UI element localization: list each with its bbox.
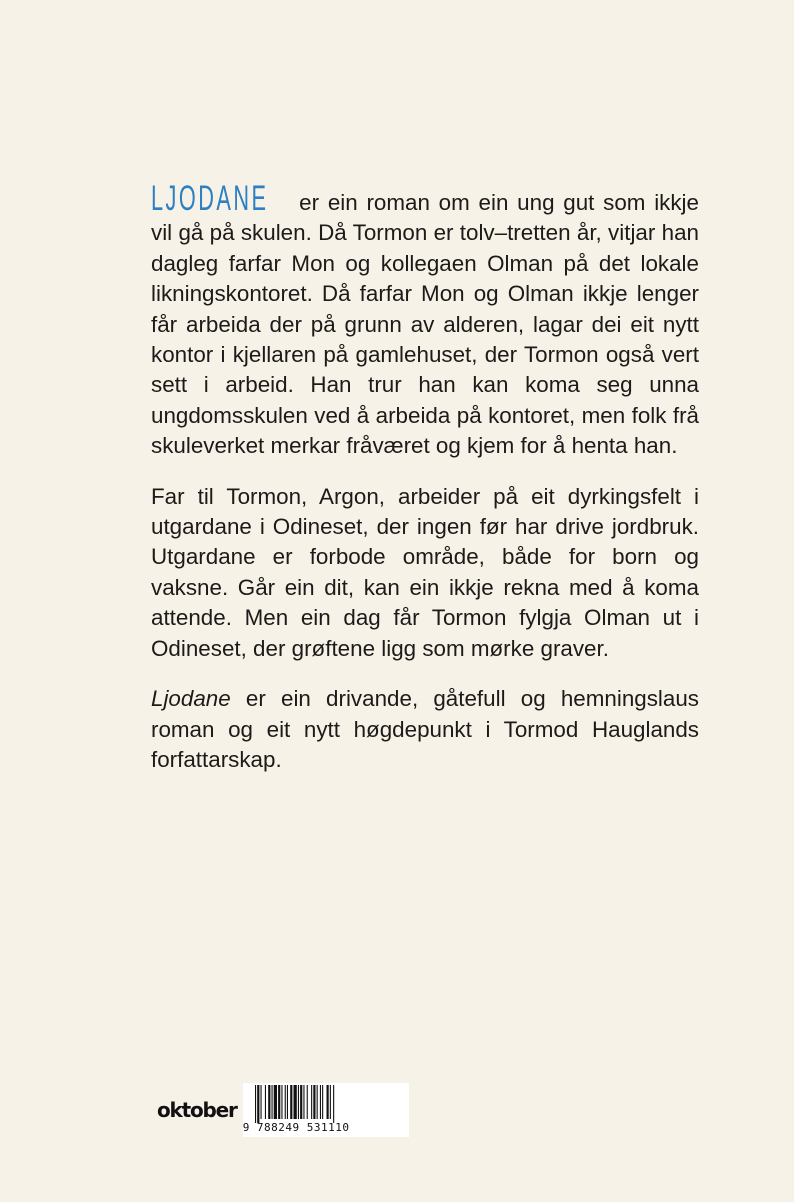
barcode-bar <box>326 1085 328 1119</box>
barcode-bar <box>260 1085 261 1119</box>
barcode-bar <box>265 1085 266 1119</box>
barcode-bar <box>271 1085 272 1119</box>
blurb-paragraph-3-text: er ein drivande, gåtefull og hemningslaus roman og eit nytt høgdepunkt i Tormod Hauglands forfattarskap. <box>151 686 699 772</box>
barcode-bar <box>316 1085 317 1119</box>
barcode-bar <box>320 1085 321 1119</box>
barcode-bars <box>243 1083 409 1123</box>
isbn-barcode <box>243 1083 409 1137</box>
barcode-bar <box>333 1085 334 1123</box>
cover-footer <box>157 1083 409 1139</box>
barcode-bar <box>329 1085 330 1119</box>
barcode-bar <box>257 1085 259 1123</box>
barcode-bar <box>278 1085 280 1119</box>
barcode-bar <box>281 1085 282 1119</box>
barcode-bar <box>311 1085 312 1119</box>
barcode-bar <box>293 1085 296 1119</box>
barcode-bar <box>268 1085 270 1119</box>
barcode-bar <box>273 1085 276 1119</box>
barcode-bar <box>313 1085 315 1119</box>
blurb-paragraph-3 <box>151 684 699 775</box>
barcode-bar <box>287 1085 288 1119</box>
barcode-bar <box>255 1085 256 1123</box>
book-title-italic: Ljodane <box>151 686 231 712</box>
blurb-paragraph-2: Far til Tormon, Argon, arbeider på eit dyrkingsfelt i utgardane i Odineset, der ingen før har drive jordbruk. Utgardane er forbode område, både for born og vaksne. Går ein dit, kan ein ikkje rekna med å koma attende. Men ein dag får Tormon fylgja Olman ut i Odineset, der grøftene ligg som mørke graver. <box>151 483 699 661</box>
barcode-bar <box>298 1085 299 1119</box>
barcode-bar <box>322 1085 323 1119</box>
blurb-paragraph-1 <box>151 181 699 462</box>
barcode-bar <box>303 1085 304 1119</box>
back-cover-blurb <box>151 181 699 795</box>
book-title: LJODANE <box>151 179 269 218</box>
barcode-bar <box>300 1085 302 1119</box>
barcode-bar <box>290 1085 292 1119</box>
barcode-bar <box>306 1085 307 1119</box>
blurb-paragraph-1-text: er ein roman om ein ung gut som ikkje vil gå på skulen. Då Tormon er tolv–tretten år, vitjar han dagleg farfar Mon og kollegaen Olman på det lokale likningskontoret. Då farfar Mon og Olman ikkje lenger får arbeida der på grunn av alderen, lagar dei eit nytt kontor i kjellaren på gamlehuset, der Tormon også vert sett i arbeid. Han trur han kan koma seg unna ungdomsskulen ved å arbeida på kontoret, men folk frå skuleverket merkar fråværet og kjem for å henta han. <box>151 190 699 459</box>
publisher-logo: oktober <box>157 1098 237 1122</box>
barcode-bar <box>284 1085 285 1119</box>
isbn-number: 9 788249 531110 <box>242 1121 350 1134</box>
